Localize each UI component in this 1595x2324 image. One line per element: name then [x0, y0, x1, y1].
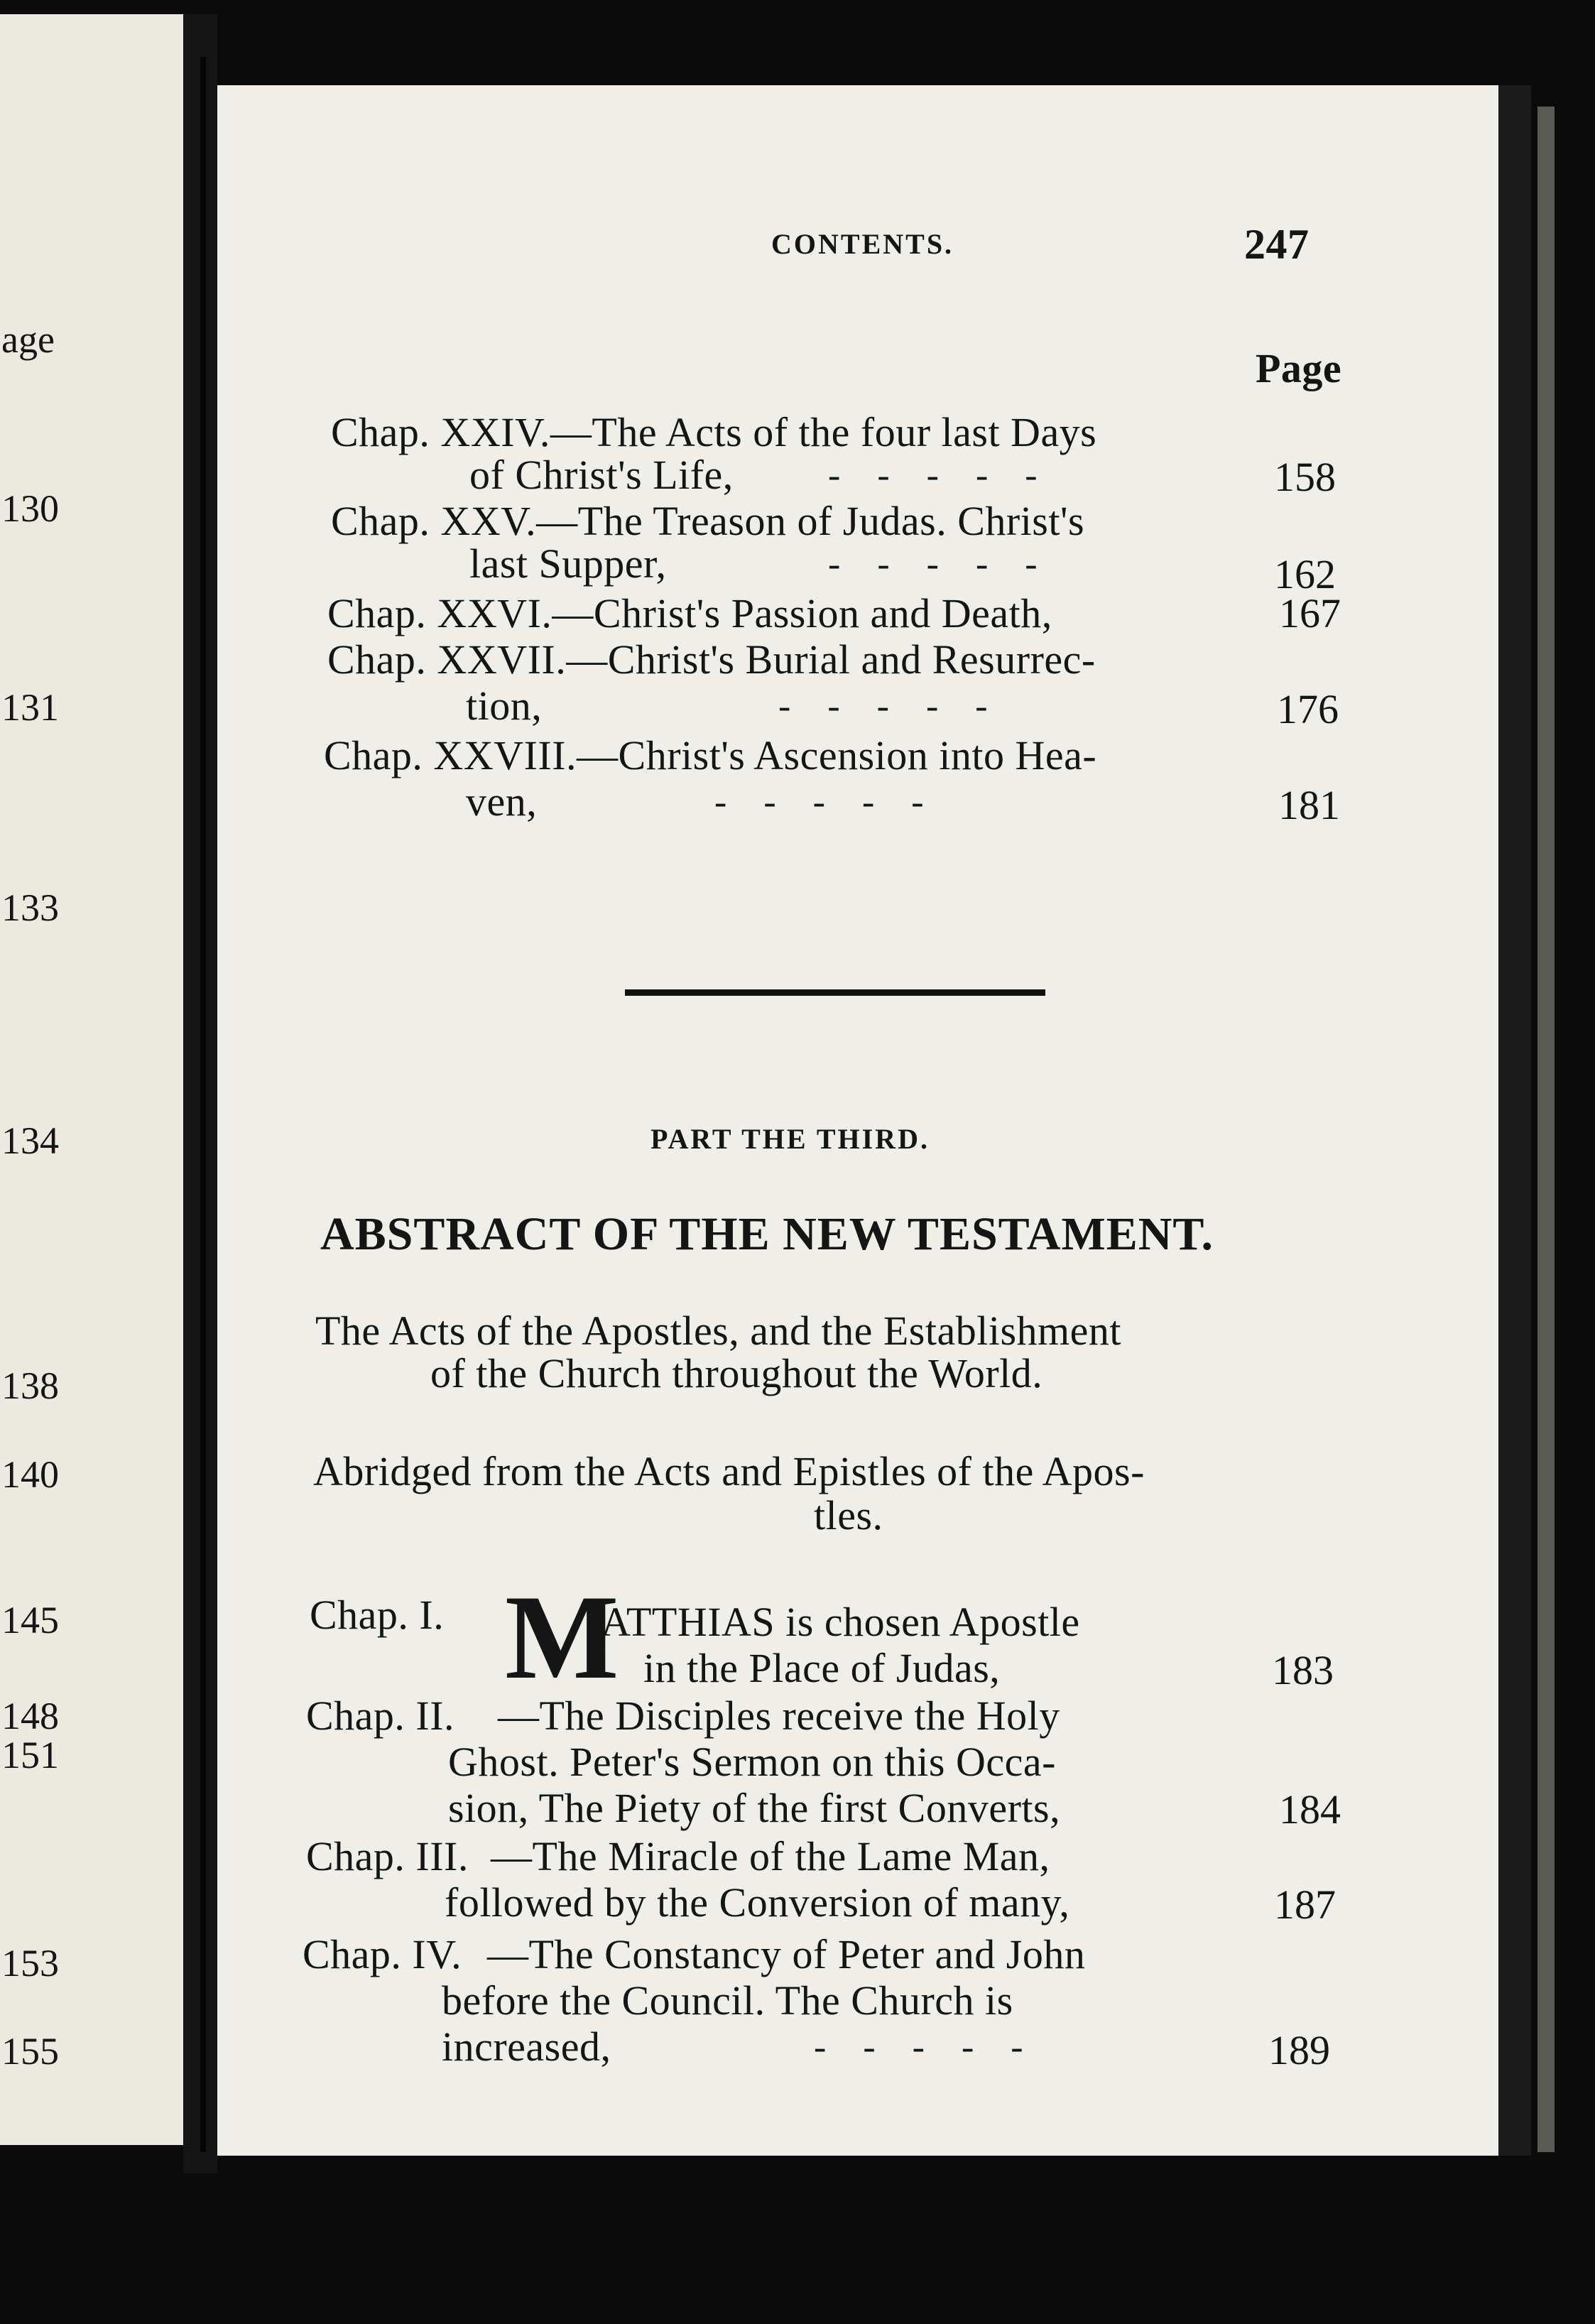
toc-page-number: 187 — [1274, 1882, 1336, 1928]
toc-entry-line: Chap. XXV.—The Treason of Judas. Christ's — [331, 498, 1085, 544]
toc-page-number: 158 — [1274, 454, 1336, 500]
chapter-label: Chap. IV. — [303, 1931, 462, 1977]
abridged-line: tles. — [814, 1492, 883, 1538]
toc-entry-line: Chap. XXIV.—The Acts of the four last Days — [331, 409, 1097, 455]
left-page-number: 134 — [1, 1119, 59, 1162]
toc-entry-line: Chap. XXVI.—Christ's Passion and Death, — [327, 590, 1052, 636]
toc-page-number: 189 — [1268, 2027, 1330, 2073]
toc-entry-line: Ghost. Peter's Sermon on this Occa- — [448, 1739, 1056, 1785]
chapter-label: Chap. II. — [306, 1693, 455, 1739]
left-page-number: 155 — [1, 2030, 59, 2073]
toc-page-number: 183 — [1272, 1647, 1334, 1693]
toc-entry-line: —The Constancy of Peter and John — [487, 1931, 1086, 1977]
leader-dots: - - - - - — [828, 544, 1038, 585]
toc-page-number: 184 — [1279, 1786, 1341, 1832]
toc-entry-line: followed by the Conversion of many, — [445, 1879, 1070, 1926]
left-page-number: 140 — [1, 1453, 59, 1496]
gutter-shadow — [200, 57, 206, 2152]
toc-entry-line: Chap. XXVIII.—Christ's Ascension into Hea- — [324, 732, 1097, 778]
page-edge-strip — [1537, 107, 1555, 2152]
left-page-number: 145 — [1, 1599, 59, 1641]
toc-entry-line: tion, — [466, 683, 543, 729]
left-page-number: 138 — [1, 1364, 59, 1407]
toc-entry-line: sion, The Piety of the first Converts, — [448, 1785, 1061, 1831]
toc-entry-line: Chap. XXVII.—Christ's Burial and Resurrec- — [327, 636, 1096, 683]
page-edge-shadow — [1498, 85, 1531, 2156]
toc-entry-line: before the Council. The Church is — [442, 1977, 1013, 2024]
toc-page-number: 176 — [1277, 686, 1339, 732]
leader-dots: - - - - - — [814, 2027, 1023, 2068]
toc-entry-line: —The Disciples receive the Holy — [498, 1693, 1060, 1739]
chapter-label: Chap. I. — [310, 1592, 445, 1638]
left-page-number: 148 — [1, 1695, 59, 1737]
chapter-label: Chap. III. — [306, 1833, 469, 1879]
toc-entry-line: ven, — [466, 778, 538, 825]
contents-page — [217, 85, 1531, 2156]
left-page-fragment — [0, 14, 183, 2145]
toc-page-number: 167 — [1279, 590, 1341, 636]
leader-dots: - - - - - — [828, 455, 1038, 496]
left-page-number: 133 — [1, 886, 59, 929]
abstract-title: ABSTRACT OF THE NEW TESTAMENT. — [320, 1208, 1214, 1260]
left-page-number: 151 — [1, 1734, 59, 1776]
left-page-number: 153 — [1, 1942, 59, 1984]
toc-entry-line: ATTHIAS is chosen Apostle — [601, 1599, 1080, 1645]
part-heading: PART THE THIRD. — [650, 1123, 930, 1155]
page-number: 247 — [1244, 221, 1310, 268]
leader-dots: - - - - - — [714, 782, 924, 822]
page-column-label: Page — [1256, 345, 1342, 391]
left-page-label: age — [1, 318, 55, 361]
drop-cap: M — [505, 1570, 619, 1704]
subtitle-line: of the Church throughout the World. — [430, 1350, 1043, 1396]
left-page-number: 130 — [1, 487, 59, 530]
toc-page-number: 162 — [1274, 551, 1336, 597]
toc-entry-line: increased, — [442, 2024, 611, 2070]
section-rule — [625, 989, 1045, 996]
running-title: CONTENTS. — [771, 228, 954, 260]
subtitle-line: The Acts of the Apostles, and the Establishment — [315, 1308, 1121, 1354]
left-page-number: 131 — [1, 686, 59, 729]
toc-entry-line: in the Place of Judas, — [643, 1645, 1001, 1691]
leader-dots: - - - - - — [778, 686, 988, 727]
toc-page-number: 181 — [1278, 782, 1340, 828]
toc-entry-line: of Christ's Life, — [469, 452, 734, 498]
abridged-line: Abridged from the Acts and Epistles of the Apos- — [313, 1448, 1145, 1494]
toc-entry-line: last Supper, — [469, 541, 667, 587]
toc-entry-line: —The Miracle of the Lame Man, — [491, 1833, 1050, 1879]
